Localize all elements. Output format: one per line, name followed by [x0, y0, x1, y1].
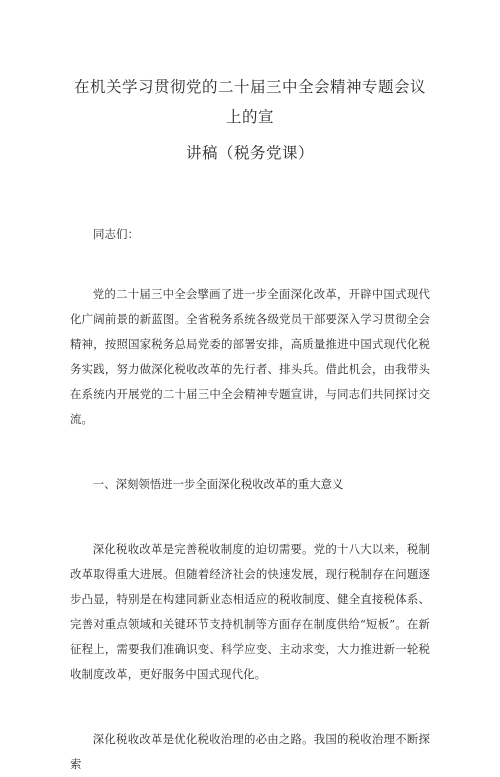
section-heading: 一、深刻领悟进一步全面深化税收改革的重大意义	[92, 477, 344, 491]
section-paragraph-1: 深化税收改革是完善税收制度的迫切需要。党的十八大以来，税制改革取得重大进展。但随着经济社会的快速发展，现行税制存在问题逐步凸显，特别是在构建同新业态相适应的税收制度、健全直接税体系、完善对重点领域和关键环节支持机制等方面存在制度供给“短板”。在新征程上，需要我们准确识变、科学应变、主动求变，大力推进新一轮税收制度改革，更好服务中国式现代化。	[70, 542, 430, 681]
title-line-1: 在机关学习贯彻党的二十届三中全会精神专题会议上的宣	[73, 78, 426, 126]
section-paragraph-2: 深化税收改革是优化税收治理的必由之路。我国的税收治理不断探索	[70, 732, 430, 771]
intro-paragraph: 党的二十届三中全会擘画了进一步全面深化改革，开辟中国式现代化广阔前景的新蓝图。全省税务系统各级党员干部要深入学习贯彻全会精神，按照国家税务总局党委的部署安排，高质量推进中国式现代化税务实践，努力做深化税收改革的先行者、排头兵。借此机会，由我带头在系统内开展党的二十届三中全会精神专题宣讲，与同志们共同探讨交流。	[70, 287, 430, 426]
title-line-2: 讲稿（税务党课）	[185, 144, 314, 162]
salutation: 同志们：	[93, 227, 139, 241]
document-title	[70, 72, 430, 168]
